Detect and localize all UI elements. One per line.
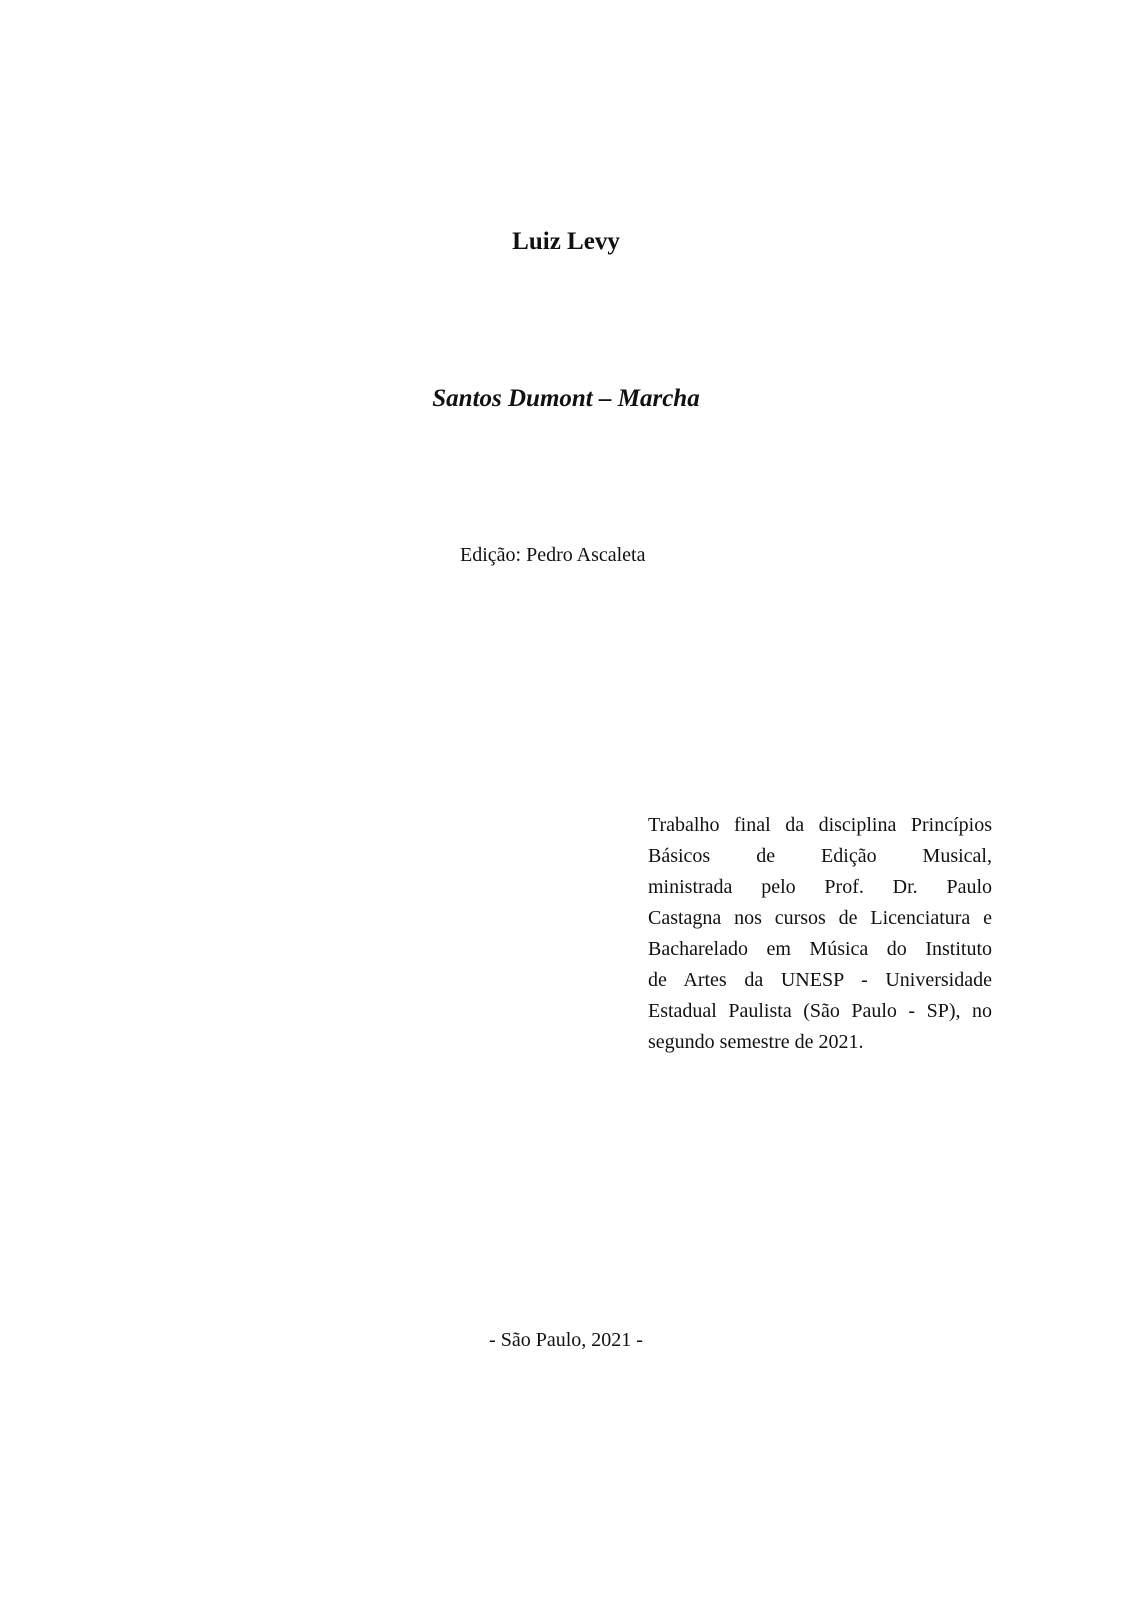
- abstract-line: de Artes da UNESP - Universidade: [648, 969, 992, 991]
- edition-credit: Edição: Pedro Ascaleta: [460, 544, 646, 566]
- abstract-note: [648, 810, 992, 1058]
- work-title: Santos Dumont – Marcha: [432, 385, 700, 412]
- author-name: Luiz Levy: [512, 228, 620, 255]
- abstract-line: ministrada pelo Prof. Dr. Paulo: [648, 876, 992, 898]
- abstract-line: Castagna nos cursos de Licenciatura e: [648, 907, 992, 929]
- abstract-line: Básicos de Edição Musical,: [648, 845, 992, 867]
- abstract-line: Estadual Paulista (São Paulo - SP), no: [648, 1000, 992, 1022]
- abstract-line: segundo semestre de 2021.: [648, 1031, 864, 1053]
- abstract-line: Bacharelado em Música do Instituto: [648, 938, 992, 960]
- abstract-line: Trabalho final da disciplina Princípios: [648, 814, 992, 836]
- place-and-year: - São Paulo, 2021 -: [489, 1329, 643, 1351]
